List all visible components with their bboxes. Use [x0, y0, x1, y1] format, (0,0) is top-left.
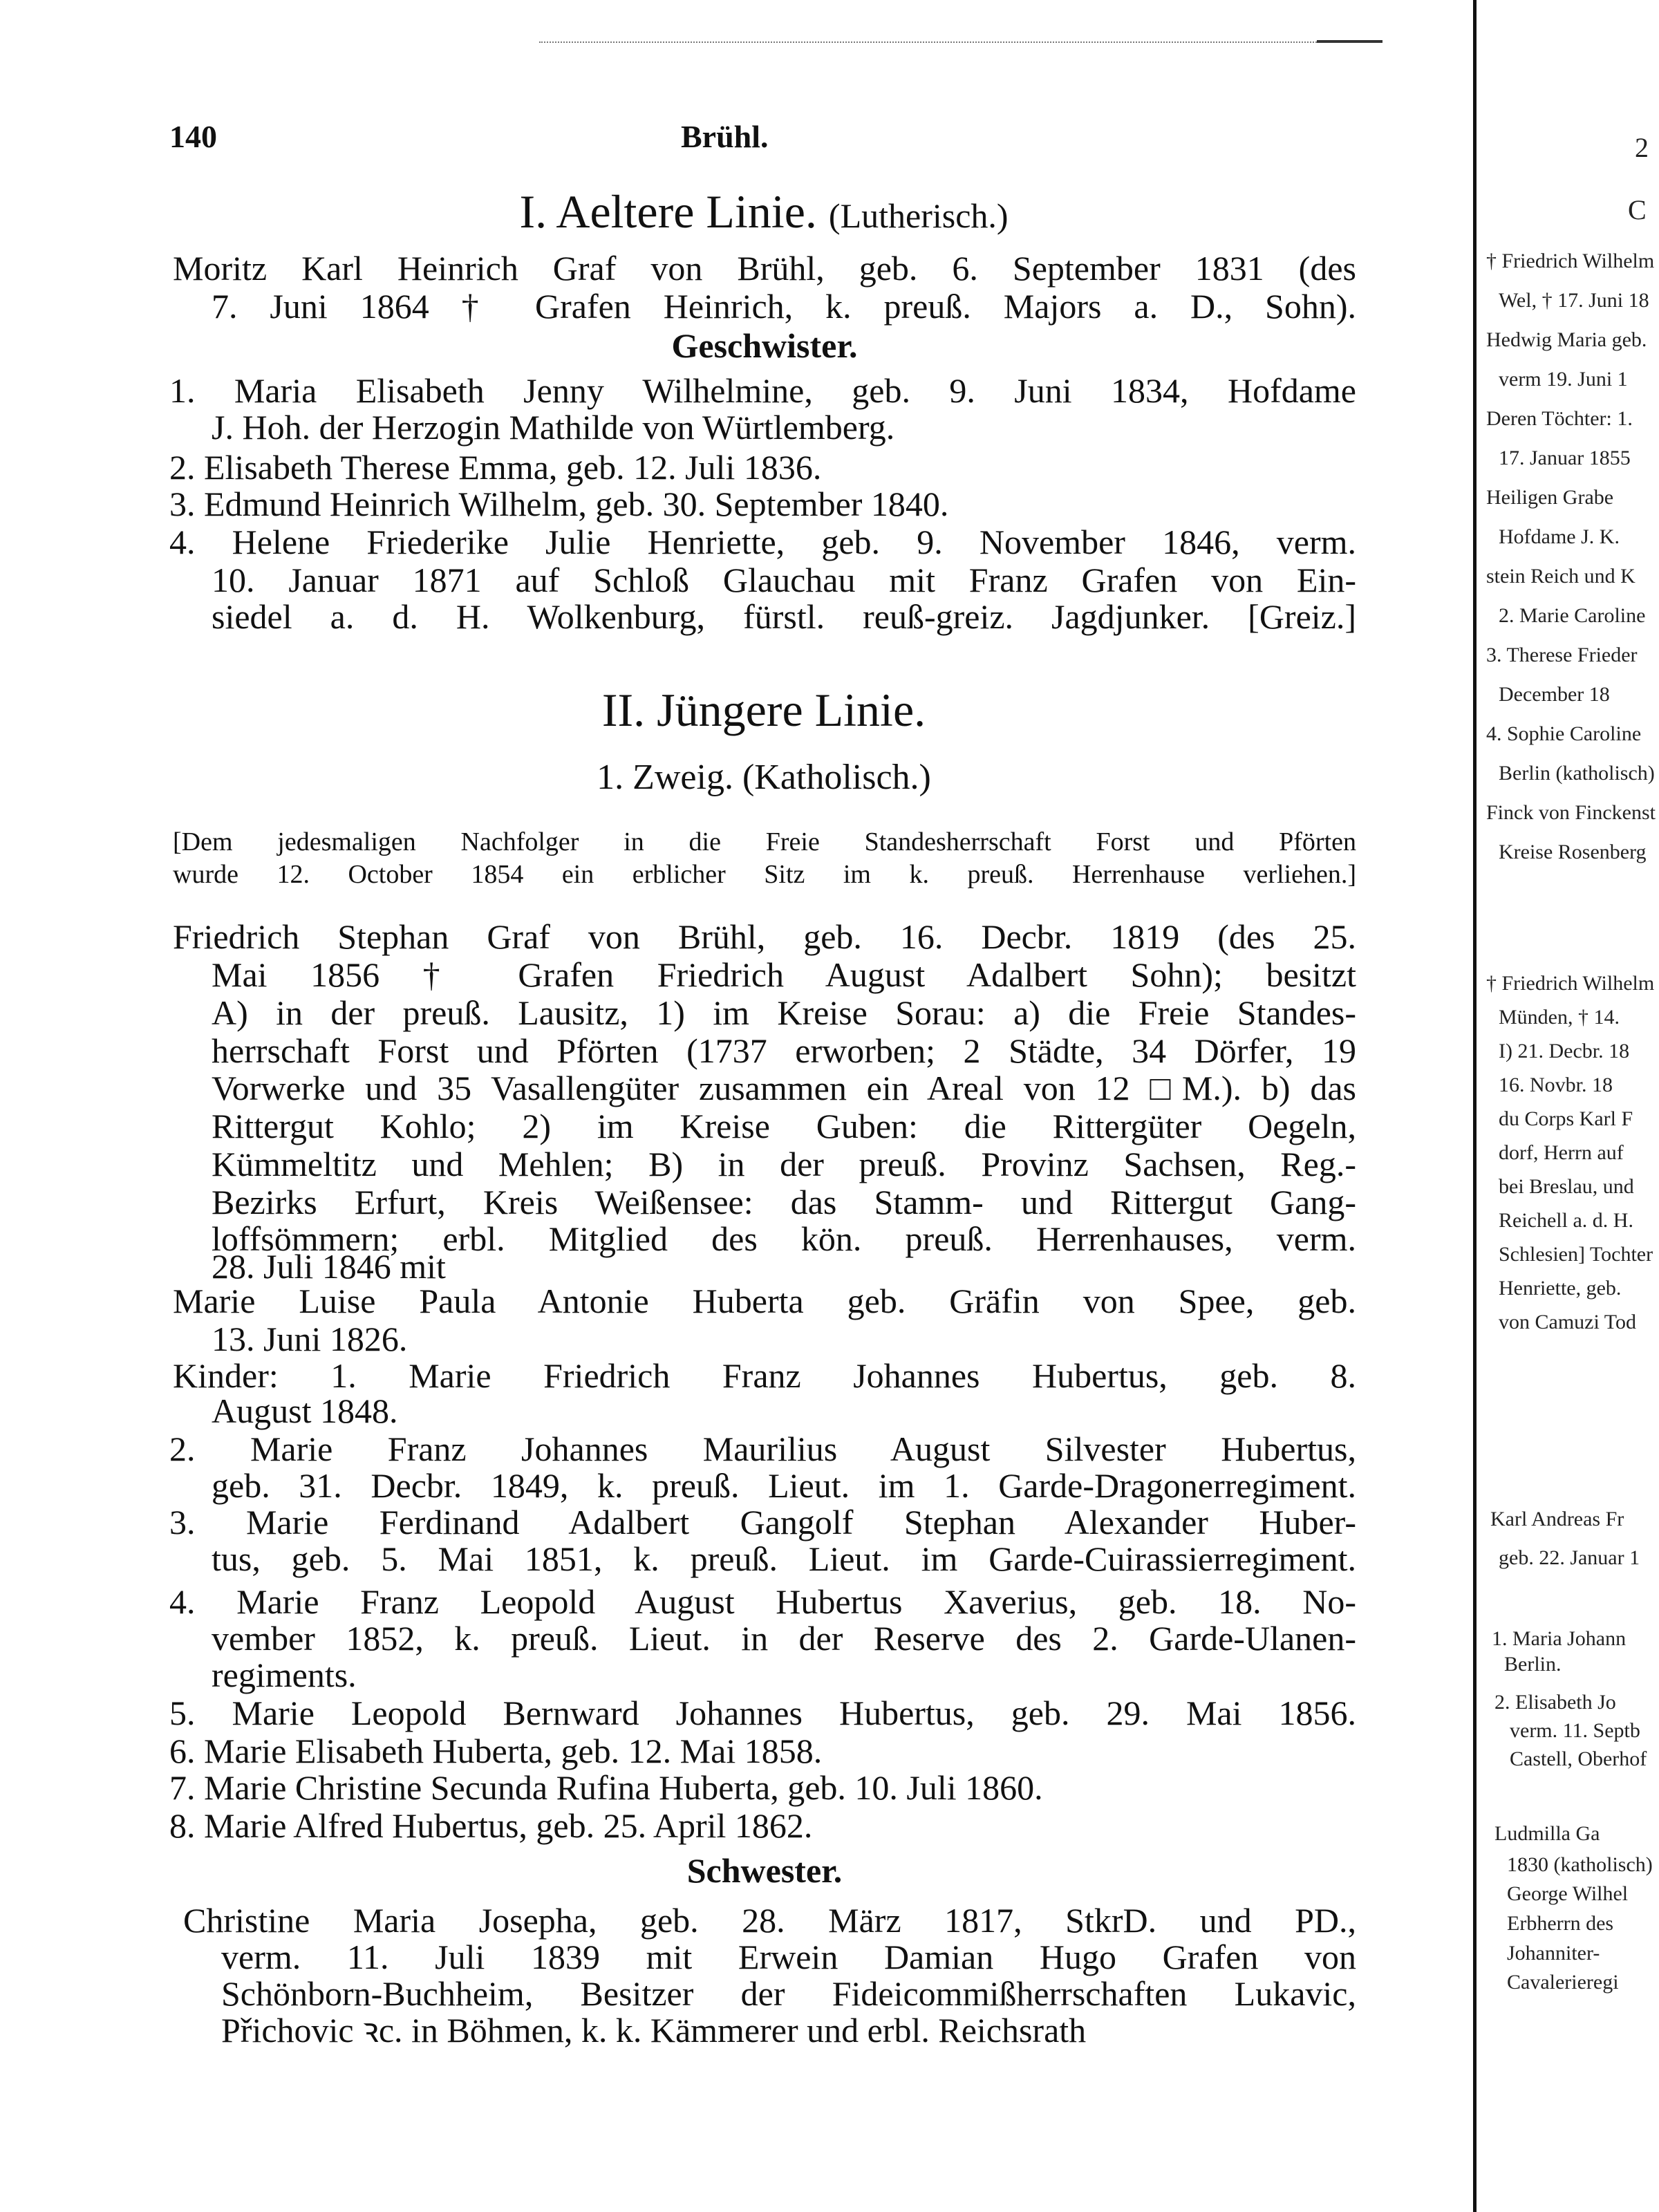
section-1-title-text: I. Aeltere Linie.: [519, 185, 817, 238]
fragment-line: Hofdame J. K.: [1499, 525, 1620, 548]
head-line: 7. Juni 1864 † Grafen Heinrich, k. preuß. Majors a. D., Sohn).: [212, 287, 1356, 326]
fragment-line: Berlin (katholisch): [1499, 762, 1655, 785]
fragment-line: Hedwig Maria geb.: [1486, 328, 1647, 351]
child-line: 5. Marie Leopold Bernward Johannes Hubertus, geb. 29. Mai 1856.: [169, 1694, 1356, 1732]
fragment-line: Henriette, geb.: [1499, 1277, 1622, 1300]
fragment-line: December 18: [1499, 683, 1610, 706]
fragment-line: Finck von Finckenst: [1486, 801, 1656, 824]
fragment-line: von Camuzi Tod: [1499, 1311, 1636, 1333]
fragment-line: du Corps Karl F: [1499, 1107, 1633, 1130]
page-gutter-line: [1473, 0, 1477, 2212]
fragment-line: dorf, Herrn auf: [1499, 1141, 1624, 1164]
fragment-line: 2. Elisabeth Jo: [1494, 1691, 1616, 1714]
head-line: Moritz Karl Heinrich Graf von Brühl, geb. 6. September 1831 (des: [173, 249, 1356, 288]
child-line: tus, geb. 5. Mai 1851, k. preuß. Lieut. im Garde-Cuirassierregiment.: [212, 1539, 1356, 1578]
fragment-line: 1. Maria Johann: [1492, 1627, 1627, 1650]
fragment-line: Erbherrn des: [1507, 1912, 1614, 1935]
fragment-line: 3. Therese Frieder: [1486, 644, 1638, 666]
sibling-line: 10. Januar 1871 auf Schloß Glauchau mit Franz Grafen von Ein-: [212, 561, 1356, 599]
fragment-line: Johanniter-: [1507, 1942, 1600, 1965]
head-line: 28. Juli 1846 mit: [212, 1247, 446, 1286]
sister-heading: Schwester.: [686, 1851, 843, 1890]
spouse-line: 13. Juni 1826.: [212, 1320, 408, 1358]
fragment-line: verm 19. Juni 1: [1499, 368, 1628, 391]
fragment-line: Cavalerieregi: [1507, 1971, 1619, 1994]
fragment-line: 16. Novbr. 18: [1499, 1074, 1613, 1096]
child-line: geb. 31. Decbr. 1849, k. preuß. Lieut. im 1. Garde-Dragonerregiment.: [212, 1466, 1356, 1505]
fragment-line: Reichell a. d. H.: [1499, 1209, 1633, 1232]
fragment-line: Schlesien] Tochter: [1499, 1243, 1653, 1266]
section-1-title: [173, 184, 1355, 243]
fragment-line: Deren Töchter: 1.: [1486, 407, 1633, 430]
sibling-line: siedel a. d. H. Wolkenburg, fürstl. reuß-greiz. Jagdjunker. [Greiz.]: [212, 597, 1356, 636]
next-page-fragment: [1486, 0, 1659, 2212]
fragment-line: bei Breslau, und: [1499, 1175, 1634, 1198]
section-1-confession: (Lutherisch.): [828, 196, 1009, 235]
head-line: loffsömmern; erbl. Mitglied des kön. preuß. Herrenhauses, verm.: [212, 1219, 1356, 1258]
branch-heading: 1. Zweig. (Katholisch.): [597, 758, 931, 797]
sibling-line: 4. Helene Friederike Julie Henriette, geb. 9. November 1846, verm.: [169, 523, 1356, 561]
top-rule: [539, 41, 1382, 43]
siblings-heading: Geschwister.: [671, 326, 858, 365]
fragment-line: 17. Januar 1855: [1499, 447, 1631, 469]
sister-line: Přichovic ꝛc. in Böhmen, k. k. Kämmerer und erbl. Reichsrath: [221, 2011, 1087, 2050]
head-line: Friedrich Stephan Graf von Brühl, geb. 16. Decbr. 1819 (des 25.: [173, 917, 1356, 956]
fragment-line: George Wilhel: [1507, 1882, 1629, 1905]
top-rule-segment: [1317, 40, 1382, 43]
child-line: 8. Marie Alfred Hubertus, geb. 25. April 1862.: [169, 1806, 813, 1845]
section-2-title: II. Jüngere Linie.: [601, 684, 926, 736]
fragment-mark: 2: [1635, 132, 1649, 163]
fragment-line: verm. 11. Septb: [1510, 1719, 1640, 1742]
spouse-line: Marie Luise Paula Antonie Huberta geb. Gräfin von Spee, geb.: [173, 1282, 1356, 1320]
running-head: Brühl.: [681, 119, 769, 154]
sibling-line: 3. Edmund Heinrich Wilhelm, geb. 30. September 1840.: [169, 485, 949, 523]
fragment-line: Kreise Rosenberg: [1499, 841, 1647, 863]
note-line: wurde 12. October 1854 ein erblicher Sitz im k. preuß. Herrenhause verliehen.]: [173, 860, 1356, 889]
note-line: [Dem jedesmaligen Nachfolger in die Freie Standesherrschaft Forst und Pförten: [173, 827, 1356, 856]
fragment-line: 1830 (katholisch): [1507, 1853, 1653, 1876]
fragment-line: 4. Sophie Caroline: [1486, 722, 1642, 745]
sibling-line: 2. Elisabeth Therese Emma, geb. 12. Juli 1836.: [169, 448, 822, 487]
fragment-line: stein Reich und K: [1486, 565, 1635, 588]
sister-line: verm. 11. Juli 1839 mit Erwein Damian Hugo Grafen von: [221, 1938, 1356, 1976]
child-line: regiments.: [212, 1656, 357, 1694]
fragment-line: 2. Marie Caroline: [1499, 604, 1646, 627]
page-number: 140: [169, 119, 217, 154]
child-line: 6. Marie Elisabeth Huberta, geb. 12. Mai 1858.: [169, 1732, 823, 1770]
head-line: Bezirks Erfurt, Kreis Weißensee: das Stamm- und Rittergut Gang-: [212, 1183, 1356, 1221]
child-line: 3. Marie Ferdinand Adalbert Gangolf Stephan Alexander Huber-: [169, 1503, 1356, 1541]
head-line: Rittergut Kohlo; 2) im Kreise Guben: die Rittergüter Oegeln,: [212, 1107, 1356, 1145]
child-line: 7. Marie Christine Secunda Rufina Huberta, geb. 10. Juli 1860.: [169, 1768, 1043, 1807]
fragment-line: Karl Andreas Fr: [1490, 1508, 1624, 1530]
head-line: Kümmeltitz und Mehlen; B) in der preuß. Provinz Sachsen, Reg.-: [212, 1145, 1356, 1183]
sister-line: Schönborn-Buchheim, Besitzer der Fideicommißherrschaften Lukavic,: [221, 1974, 1356, 2013]
sibling-line: 1. Maria Elisabeth Jenny Wilhelmine, geb. 9. Juni 1834, Hofdame: [169, 371, 1356, 410]
sister-line: Christine Maria Josepha, geb. 28. März 1817, StkrD. und PD.,: [183, 1901, 1356, 1940]
fragment-mark: C: [1628, 194, 1647, 225]
fragment-line: Heiligen Grabe: [1486, 486, 1614, 509]
fragment-line: † Friedrich Wilhelm: [1486, 972, 1655, 995]
fragment-line: Ludmilla Ga: [1494, 1822, 1600, 1845]
child-line: 2. Marie Franz Johannes Maurilius August Silvester Hubertus,: [169, 1430, 1356, 1468]
fragment-line: I) 21. Decbr. 18: [1499, 1040, 1630, 1062]
head-line: Vorwerke und 35 Vasallengüter zusammen ein Areal von 12 □M.). b) das: [212, 1069, 1356, 1107]
head-line: A) in der preuß. Lausitz, 1) im Kreise Sorau: a) die Freie Standes-: [212, 993, 1356, 1032]
sibling-line: J. Hoh. der Herzogin Mathilde von Würtlemberg.: [212, 408, 895, 447]
head-line: Mai 1856 † Grafen Friedrich August Adalbert Sohn); besitzt: [212, 955, 1356, 994]
fragment-line: † Friedrich Wilhelm: [1486, 250, 1655, 272]
child-line: August 1848.: [212, 1391, 398, 1430]
fragment-line: Castell, Oberhof: [1510, 1747, 1647, 1770]
fragment-line: Münden, † 14.: [1499, 1006, 1620, 1029]
head-line: herrschaft Forst und Pförten (1737 erworben; 2 Städte, 34 Dörfer, 19: [212, 1031, 1356, 1070]
fragment-line: Berlin.: [1504, 1653, 1562, 1676]
fragment-line: Wel, † 17. Juni 18: [1499, 289, 1649, 312]
child-line: vember 1852, k. preuß. Lieut. in der Reserve des 2. Garde-Ulanen-: [212, 1619, 1356, 1658]
fragment-line: geb. 22. Januar 1: [1499, 1546, 1640, 1569]
child-line: 4. Marie Franz Leopold August Hubertus Xaverius, geb. 18. No-: [169, 1582, 1356, 1621]
child-line: Kinder: 1. Marie Friedrich Franz Johannes Hubertus, geb. 8.: [173, 1356, 1356, 1395]
